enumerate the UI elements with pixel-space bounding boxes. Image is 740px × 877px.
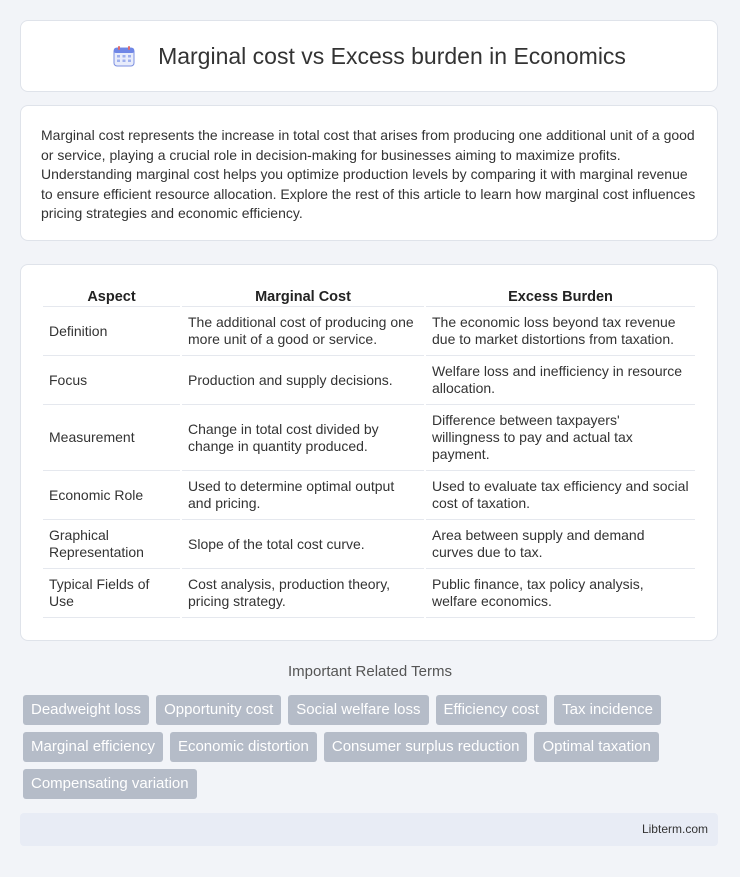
title-card	[20, 20, 718, 92]
table-cell: Change in total cost divided by change in quantity produced.	[182, 405, 424, 471]
table-row	[43, 307, 695, 356]
table-cell: Difference between taxpayers' willingness to pay and actual tax payment.	[426, 405, 695, 471]
related-term-tag[interactable]: Economic distortion	[170, 732, 317, 762]
table-cell: Welfare loss and inefficiency in resource allocation.	[426, 356, 695, 405]
calendar-icon	[112, 44, 136, 68]
footer	[20, 813, 718, 846]
comparison-card	[20, 264, 718, 641]
related-term-tag[interactable]: Tax incidence	[554, 695, 661, 725]
table-cell: Production and supply decisions.	[182, 356, 424, 405]
table-cell: Used to determine optimal output and pricing.	[182, 471, 424, 520]
related-term-tag[interactable]: Optimal taxation	[534, 732, 658, 762]
related-terms-heading: Important Related Terms	[288, 663, 452, 680]
comparison-table	[41, 287, 697, 618]
table-cell: Graphical Representation	[43, 520, 180, 569]
table-header-row	[43, 287, 695, 307]
related-term-tag[interactable]: Marginal efficiency	[23, 732, 163, 762]
table-cell: Measurement	[43, 405, 180, 471]
table-cell: Slope of the total cost curve.	[182, 520, 424, 569]
intro-text: Marginal cost represents the increase in total cost that arises from producing one additional unit of a good or service, playing a crucial role in decision-making for businesses aiming to maximize profits. Understanding marginal cost helps you optimize production levels by comparing it with marginal revenue to ensure efficient resource allocation. Explore the rest of this article to learn how marginal cost influences pricing strategies and economic efficiency.	[41, 127, 696, 221]
column-header-aspect: Aspect	[43, 287, 180, 307]
table-row	[43, 405, 695, 471]
table-cell: Area between supply and demand curves due to tax.	[426, 520, 695, 569]
table-cell: Cost analysis, production theory, pricing strategy.	[182, 569, 424, 618]
page-title: Marginal cost vs Excess burden in Economics	[158, 42, 626, 69]
column-header-marginal-cost: Marginal Cost	[182, 287, 424, 307]
related-term-tag[interactable]: Opportunity cost	[156, 695, 281, 725]
table-cell: Definition	[43, 307, 180, 356]
column-header-excess-burden: Excess Burden	[426, 287, 695, 307]
table-row	[43, 569, 695, 618]
table-row	[43, 356, 695, 405]
footer-brand-link[interactable]: Libterm.com	[641, 822, 708, 836]
table-cell: The economic loss beyond tax revenue due to market distortions from taxation.	[426, 307, 695, 356]
table-cell: Public finance, tax policy analysis, welfare economics.	[426, 569, 695, 618]
related-term-tag[interactable]: Efficiency cost	[436, 695, 548, 725]
table-cell: The additional cost of producing one more unit of a good or service.	[182, 307, 424, 356]
related-term-tag[interactable]: Deadweight loss	[23, 695, 149, 725]
table-cell: Focus	[43, 356, 180, 405]
related-term-tag[interactable]: Consumer surplus reduction	[324, 732, 528, 762]
table-cell: Typical Fields of Use	[43, 569, 180, 618]
intro-card	[20, 105, 718, 241]
table-row	[43, 471, 695, 520]
table-cell: Used to evaluate tax efficiency and social cost of taxation.	[426, 471, 695, 520]
related-terms-list	[23, 695, 723, 799]
related-term-tag[interactable]: Social welfare loss	[288, 695, 428, 725]
related-term-tag[interactable]: Compensating variation	[23, 769, 197, 799]
table-row	[43, 520, 695, 569]
table-cell: Economic Role	[43, 471, 180, 520]
